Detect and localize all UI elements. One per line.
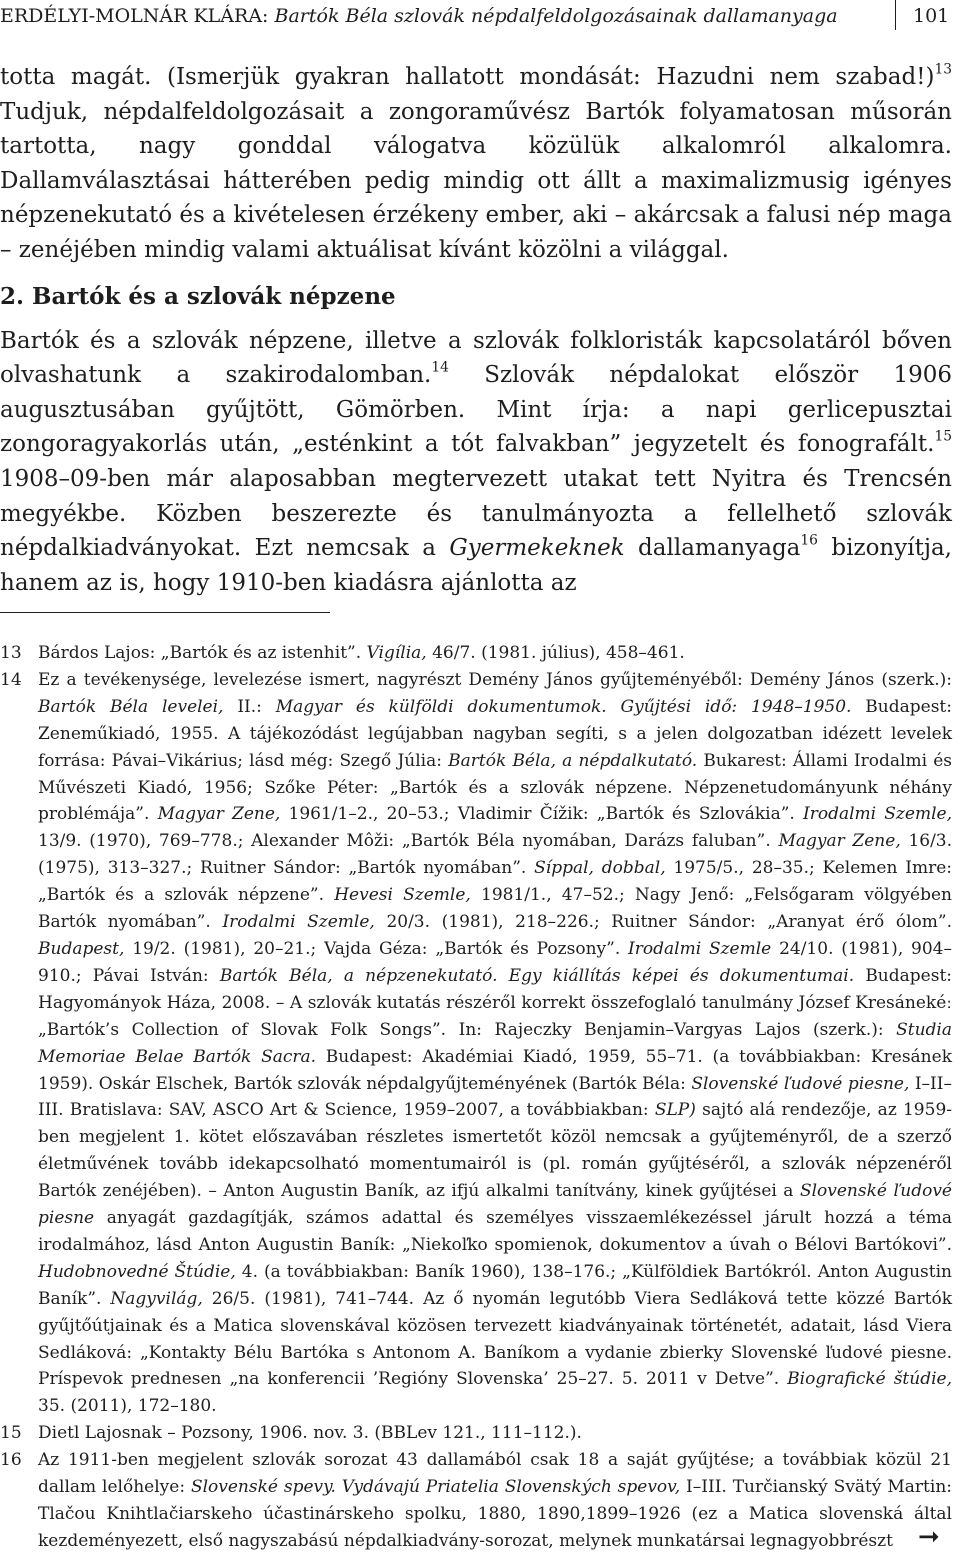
footnote-run: I–III. Turčianský Svätý Martin: Tlačou Knihtlačiarskeho účastinárskeho spolku, 1880, 1890,1899–1926 (ez a Matica slovenská által kezdeményezett, első nagyszabású népdalkiadvány-sorozat, melynek munkatársai legnagyobbrészt [38,1477,952,1551]
footnote-ref-14[interactable]: 14 [431,359,449,376]
footnote-run: II.: [223,696,276,717]
footnote-number: 15 [0,1423,22,1444]
paragraph-1: totta magát. (Ismerjük gyakran hallatott mondását: Hazudni nem szabad!)$^{13}$ Tudjuk, népdalfeldolgozásait a zongoraművész Bartók folyamatosan műsorán tartotta, nagy gonddal válogatva közülük alkalomról alkalomra. Dallamválasztásai hátterében pedig mindig ott állt a maximalizmusig igényes népzenekutató és a kivételesen érzékeny ember, aki – akárcsak a falusi nép maga – zenéjében mindig valami aktuálisat kívánt közölni a világgal. [0,61,952,263]
footnote-run: 13/9. (1970), 769–778.; Alexander Môži: „Bartók Béla nyomában, Darázs faluban”. [38,831,779,852]
footnote-number: 14 [0,669,22,690]
footnote-italic: Irodalmi Szemle [628,938,772,959]
section-heading: 2. Bartók és a szlovák népzene [0,282,396,310]
footnote-text [38,1447,952,1555]
footnote-run: 35. (2011), 172–180. [38,1396,217,1417]
footnote-16 [0,1447,952,1555]
footnote-run: 1981/1., 47–52.; Nagy Jenő: „Felsőgaram völgyében Bartók nyomában”. [38,885,952,933]
page-number: 101 [913,5,950,27]
footnote-italic: Slovenské ľudové piesne, [691,1073,910,1094]
footnote-run: anyagát gazdagítják, számos adattal és személyes visszaemlékezéssel járult hozzá a téma irodalmához, lásd Anton Augustin Baník: „Niekoľko spomienok, dokumentov a úvah o Bélovi Bartókovi”. [38,1208,952,1255]
footnote-italic: Budapest, [38,938,125,959]
footnote-italic: Hudobnovedné Štúdie, [38,1261,236,1282]
footnote-run: I–II–III. Bratislava: SAV, ASCO Art & Science, 1959–2007, a továbbiakban: [38,1073,952,1121]
footnote-ref-13[interactable]: 13 [934,61,952,78]
footnote-run: Budapest: Akadémiai Kiadó, 1959, 55–71. (a továbbiakban: Kresánek 1959). Oskár Elschek, Bartók szlovák népdalgyűjteményének (Bartók Béla: [38,1046,952,1094]
footnote-run: 16/3. (1975), 313–327.; Ruitner Sándor: „Bartók nyomában”. [38,831,953,879]
footnote-italic: Bartók Béla levelei, [38,696,224,717]
footnote-ref-15[interactable]: 15 [934,429,952,445]
footnote-14 [0,667,952,1420]
footnote-italic: Vigília, [366,643,427,663]
footnote-italic: Magyar Zene, [778,831,901,852]
footnote-italic: Nagyvilág, [110,1288,203,1309]
footnote-run: 26/5. (1981), 741–744. Az ő nyomán legutóbb Viera Sedláková tette közzé Bartók gyűjtőútjainak és a Matica slovenskával közösen tervezett kiadványainak történetét, adatait, lásd Viera Sedláková: „Kontakty Bélu Bartóka s Antonom A. Baníkom a vydanie zbierky Slovenské ľudové piesne. Príspevok prednesen „na konferencii ’Regióny Slovenska’ 25–27. 5. 2011 v Detve”. [38,1288,952,1390]
footnote-15 [0,1420,952,1447]
footnote-italic: Irodalmi Szemle, [222,912,375,933]
footnote-run: 46/7. (1981. július), 458–461. [426,643,685,663]
footnote-run: 1975/5., 28–35.; Kelemen Imre: „Bartók és a szlovák népzene”. [38,858,952,906]
footnote-run: Dietl Lajosnak – Pozsony, 1906. nov. 3. (BBLev 121., 111–112.). [38,1423,582,1444]
footnote-number: 16 [0,1450,22,1471]
running-header [0,0,960,36]
footnote-italic: Biografické štúdie, [787,1369,952,1390]
footnote-run: Budapest: Hagyományok Háza, 2008. – A szlovák kutatás részéről korrekt összefoglaló tanulmány József Kresánekéː „Bartók’s Collection of Slovak Folk Songs”. In: Rajeczky Benjamin–Vargyas Lajos (szerk.): [38,965,953,1040]
footnote-number: 13 [0,643,22,663]
header-divider [895,0,896,30]
footnote-run: Budapest: Zeneműkiadó, 1955. A tájékozódást legújabban nagyban segíti, s a jelen dolgozatban idézett levelek forrása: Pávai–Vikárius; lásd még: Szegő Júlia: [38,696,952,771]
header-author: ERDÉLYI-MOLNÁR KLÁRA: [0,5,269,27]
footnote-run: Bárdos Lajos: „Bartók és az istenhit”. [38,643,367,663]
footnote-13 [0,640,952,667]
footnote-run: 19/2. (1981), 20–21.; Vajda Géza: „Bartók és Pozsony”. [124,938,629,959]
footnote-italic: Bartók Béla, a népzenekutató. Egy kiállítás képei és dokumentumai. [219,965,855,986]
footnote-run: sajtó alá rendezője, az 1959-ben megjelent 1. kötet előszavában részletes ismertetőt közöl nemcsak a gyűjteményről, de a szerző életművének tovább idekapcsolható momentumairól is (pl. román gyűjtéséről, a szlovák népzenéről Bartók zenéjében). – Anton Augustin Baník, az ifjú alkalmi tanítvány, kinek gyűjtései a [38,1100,953,1202]
footnote-text [38,1420,952,1447]
footnote-italic: Studia Memoriae Belae Bartók Sacra. [38,1019,952,1067]
running-head [0,3,838,29]
footnote-text [38,667,952,1420]
main-text [0,60,952,600]
footnote-run: 24/10. (1981), 904–910.; Pávai István: [38,938,952,986]
footnote-italic: SLP) [654,1100,696,1121]
footnote-run: 4. (a továbbiakban: Baník 1960), 138–176.; „Külföldiek Bartókról. Anton Augustin Baník”. [38,1261,952,1309]
footnote-ref-16[interactable]: 16 [800,532,818,549]
footnote-italic: Irodalmi Szemle, [803,804,952,825]
footnote-run: 1961/1–2., 20–53.; Vladimir Čížik: „Bartók és Szlovákia”. [280,804,804,825]
footnote-italic: Hevesi Szemle, [334,885,471,906]
footnote-run: Bukarest: Állami Irodalmi és Művészeti Kiadó, 1956; Szőke Péter: „Bartók és a szlovák népzene. Népzenetudományunk néhány problémája”. [38,750,952,825]
footnote-run: Ez a tevékenysége, levelezése ismert, nagyrészt Demény János gyűjteményéből: Demény János (szerk.): [38,669,952,690]
header-title: Bartók Béla szlovák népdalfeldolgozásainak dallamanyaga [274,5,838,27]
footnote-text [38,640,952,667]
footnote-separator [0,612,330,613]
footnote-run: Az 1911-ben megjelent szlovák sorozat 43 dallamából csak 18 a saját gyűjtése; a továbbiak közül 21 dallam lelőhelye: [38,1450,952,1498]
footnote-italic: Slovenské ľudové piesne [38,1181,952,1229]
paragraph-2: Bartók és a szlovák népzene, illetve a szlovák folkloristák kapcsolatáról bőven olvashatunk a szakirodalomban.$^{14}$ Szlovák népdalokat először 1906 augusztusában gyűjtött, Gömörben. Mint írja: a napi gerlicepusztai zongoragyakorlás után, „esténkint a tót falvakban” jegyzetelt és fonografált.$^{15}$ 1908–09-ben már alaposabban megtervezett utakat tett Nyitra és Trencsén megyékbe. Közben beszerezte és tanulmányozta a fellelhető szlovák népdalkiadványokat. Ezt nemcsak a Gyermekeknek dallamanyaga$^{16}$ bizonyítja, hanem az is, hogy 1910-ben kiadásra ajánlotta az [0,327,952,596]
footnote-italic: Magyar Zene, [157,804,281,825]
arrow-right-icon: ➞ [918,1522,940,1552]
footnote-italic: Bartók Béla, a népdalkutató. [448,750,698,771]
footnote-italic: Síppal, dobbal, [534,858,666,879]
footnotes [0,640,952,1555]
footnote-italic: Slovenské spevy. Vydávajú Priatelia Slovenských spevov, [190,1477,681,1498]
footnote-run: 20/3. (1981), 218–226.; Ruitner Sándor: „Aranyat érő ólom”. [374,912,952,933]
footnote-italic: Magyar és külföldi dokumentumok. Gyűjtési idő: 1948–1950. [275,696,852,717]
